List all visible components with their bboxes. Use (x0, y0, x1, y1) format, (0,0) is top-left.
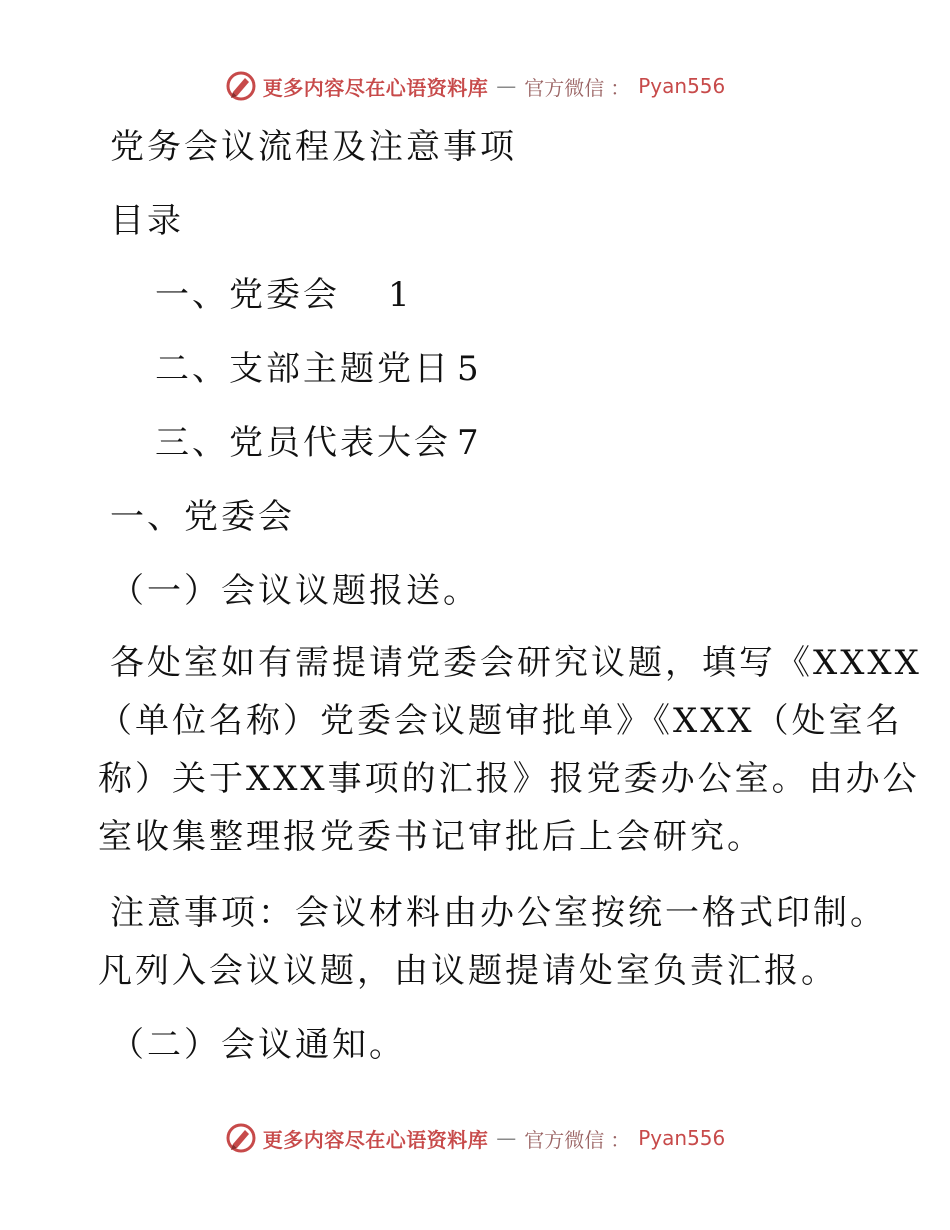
paragraph-line: 各处室如有需提请党委会研究议题，填写《XXXX (110, 643, 922, 683)
toc-item (155, 414, 482, 472)
watermark-footer (0, 1122, 950, 1154)
sub-heading: （二）会议通知。 (110, 1025, 406, 1065)
watermark-main-text: 更多内容尽在心语资料库 (262, 1127, 489, 1152)
paragraph-line: 注意事项：会议材料由办公室按统一格式印制。 (110, 893, 887, 933)
toc-item-page: 1 (388, 275, 413, 315)
toc-item-label: 三、党员代表大会 (155, 423, 451, 463)
watermark-id: Pyan556 (638, 74, 726, 98)
watermark-id: Pyan556 (638, 1126, 726, 1150)
paragraph-topic-submission (98, 634, 922, 866)
toc-item-label: 一、党委会 (155, 275, 340, 315)
paragraph-line: （单位名称）党委会议题审批单》《XXX（处室名 (98, 701, 903, 741)
toc-item (155, 340, 482, 398)
sub-heading: （一）会议议题报送。 (110, 571, 480, 611)
section-heading: 一、党委会 (110, 497, 295, 537)
watermark-colon: ： (610, 1127, 631, 1152)
watermark-sub-text: 官方微信 (524, 75, 605, 100)
toc-heading: 目录 (110, 201, 184, 241)
watermark-separator: — (496, 1126, 517, 1150)
watermark-separator: — (496, 74, 517, 98)
pen-logo-icon (225, 1122, 257, 1154)
paragraph-line: 称）关于XXX事项的汇报》报党委办公室。由办公 (98, 759, 920, 799)
toc-item-page: 7 (457, 423, 482, 463)
paragraph-line: 凡列入会议议题，由议题提请处室负责汇报。 (98, 951, 838, 991)
toc-item-label: 二、支部主题党日 (155, 349, 451, 389)
watermark-sub-text: 官方微信 (524, 1127, 605, 1152)
toc-item-page: 5 (457, 349, 482, 389)
document-title: 党务会议流程及注意事项 (110, 127, 517, 167)
paragraph-notes (98, 884, 887, 1000)
toc-item (155, 266, 413, 324)
watermark-colon: ： (610, 75, 631, 100)
watermark-main-text: 更多内容尽在心语资料库 (262, 75, 489, 100)
paragraph-line: 室收集整理报党委书记审批后上会研究。 (98, 817, 764, 857)
